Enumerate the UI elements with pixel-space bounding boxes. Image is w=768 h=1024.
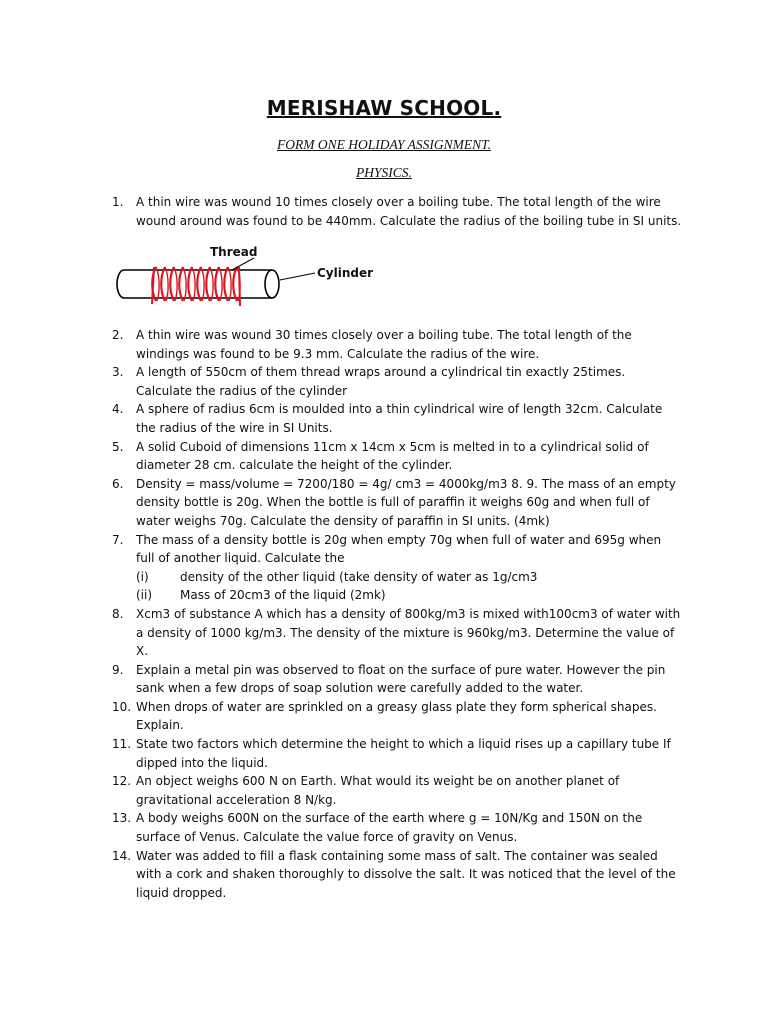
question-text: A length of 550cm of them thread wraps around a cylindrical tin exactly 25times. Calculate the radius of the cylinder	[136, 365, 626, 398]
assignment-subtitle: FORM ONE HOLIDAY ASSIGNMENT.	[276, 137, 491, 152]
sub-question-numeral: (i)	[136, 569, 149, 584]
question-text: Xcm3 of substance A which has a density of 800kg/m3 is mixed with100cm3 of water with a density of 1000 kg/m3. The density of the mixture is 960kg/m3. Determine the value of X.	[136, 606, 681, 659]
thread-winding-back	[165, 267, 168, 301]
question-item	[112, 363, 682, 400]
question-text: A body weighs 600N on the surface of the earth where g = 10N/Kg and 150N on the surface of Venus. Calculate the value force of gravity on Venus.	[136, 811, 643, 845]
question-item	[112, 661, 682, 698]
question-text: Water was added to fill a flask containing some mass of salt. The container was sealed with a cork and shaken thoroughly to dissolve the salt. It was noticed that the level of the liquid dropped.	[136, 848, 676, 900]
thread-pointer-line	[232, 258, 254, 270]
question-item	[112, 193, 682, 230]
thread-winding-back	[183, 267, 186, 301]
thread-windings	[152, 267, 240, 306]
question-item	[112, 438, 682, 475]
question-item	[112, 400, 682, 437]
thread-winding	[206, 267, 210, 301]
question-text: Explain a metal pin was observed to float on the surface of pure water. However the pin sank when a few drops of soap solution were carefully added to the water.	[136, 662, 666, 696]
question-text: The mass of a density bottle is 20g when empty 70g when full of water and 695g when full of another liquid. Calculate the	[136, 532, 662, 566]
question-item	[112, 772, 682, 809]
thread-winding	[233, 267, 237, 301]
thread-winding	[197, 267, 201, 301]
thread-winding-back	[156, 267, 159, 301]
question-text: An object weighs 600 N on Earth. What would its weight be on another planet of gravitational acceleration 8 N/kg.	[136, 774, 620, 807]
question-text: When drops of water are sprinkled on a greasy glass plate they form spherical shapes. Explain.	[136, 699, 657, 733]
question-text: Density = mass/volume = 7200/180 = 4g/ cm3 = 4000kg/m3 8. 9. The mass of an empty density bottle is 20g. When the bottle is full of paraffin it weighs 60g and when full of water weighs 70g. Calculate the density of paraffin in SI units. (4mk)	[136, 476, 676, 528]
thread-winding-back	[201, 267, 204, 301]
question-number: 7.	[112, 532, 124, 547]
question-text: A solid Cuboid of dimensions 11cm x 14cm x 5cm is melted in to a cylindrical solid of diameter 28 cm. calculate the height of the cylinder.	[136, 439, 649, 473]
question-number: 10.	[112, 699, 132, 714]
question-number: 8.	[112, 606, 124, 621]
school-title: MERISHAW SCHOOL.	[266, 96, 502, 120]
sub-question-text: Mass of 20cm3 of the liquid (2mk)	[180, 588, 386, 603]
sub-question	[136, 568, 682, 587]
question-number: 9.	[112, 662, 124, 677]
question-text: A thin wire was wound 10 times closely over a boiling tube. The total length of the wire wound around was found to be 440mm. Calculate the radius of the boiling tube in SI units.	[136, 195, 682, 228]
thread-winding	[224, 267, 228, 301]
cylinder-label: Cylinder	[317, 266, 374, 280]
question-item	[112, 809, 682, 846]
thread-winding	[188, 267, 192, 301]
thread-winding	[170, 267, 174, 301]
cylinder-pointer-line	[280, 273, 315, 280]
question-number: 13.	[112, 811, 132, 826]
question-item	[112, 605, 682, 661]
thread-end	[239, 267, 240, 306]
sub-question	[136, 586, 682, 605]
thread-winding	[179, 267, 183, 301]
thread-winding	[161, 267, 165, 301]
thread-label: Thread	[210, 245, 258, 259]
question-list-part-2	[112, 326, 682, 902]
subject-heading: PHYSICS.	[356, 165, 412, 180]
question-number: 14.	[112, 848, 132, 863]
question-number: 11.	[112, 737, 132, 752]
question-item	[112, 735, 682, 772]
thread-winding	[215, 267, 219, 301]
question-list-part-1	[112, 193, 682, 230]
question-number: 5.	[112, 439, 124, 454]
question-number: 12.	[112, 774, 132, 789]
sub-question-text: density of the other liquid (take density of water as 1g/cm3	[180, 569, 538, 584]
question-number: 1.	[112, 195, 124, 209]
thread-winding-back	[228, 267, 231, 301]
wound-cylinder-diagram	[112, 236, 392, 320]
thread-winding-back	[174, 267, 177, 301]
cylinder-thread-illustration	[112, 236, 392, 320]
sub-question-numeral: (ii)	[136, 588, 153, 603]
question-text: A thin wire was wound 30 times closely over a boiling tube. The total length of the windings was found to be 9.3 mm. Calculate the radius of the wire.	[136, 328, 632, 361]
question-item	[112, 847, 682, 903]
thread-winding-back	[192, 267, 195, 301]
question-item	[112, 475, 682, 531]
question-item	[112, 326, 682, 363]
question-number: 2.	[112, 328, 124, 342]
question-number: 6.	[112, 476, 124, 491]
thread-winding-back	[219, 267, 222, 301]
question-text: A sphere of radius 6cm is moulded into a thin cylindrical wire of length 32cm. Calculate the radius of the wire in SI Units.	[136, 402, 663, 435]
question-text: State two factors which determine the height to which a liquid rises up a capillary tube If dipped into the liquid.	[136, 737, 671, 770]
question-number: 3.	[112, 365, 124, 380]
question-item	[112, 698, 682, 735]
question-number: 4.	[112, 402, 124, 417]
question-item	[112, 531, 682, 605]
thread-winding-back	[210, 267, 213, 301]
